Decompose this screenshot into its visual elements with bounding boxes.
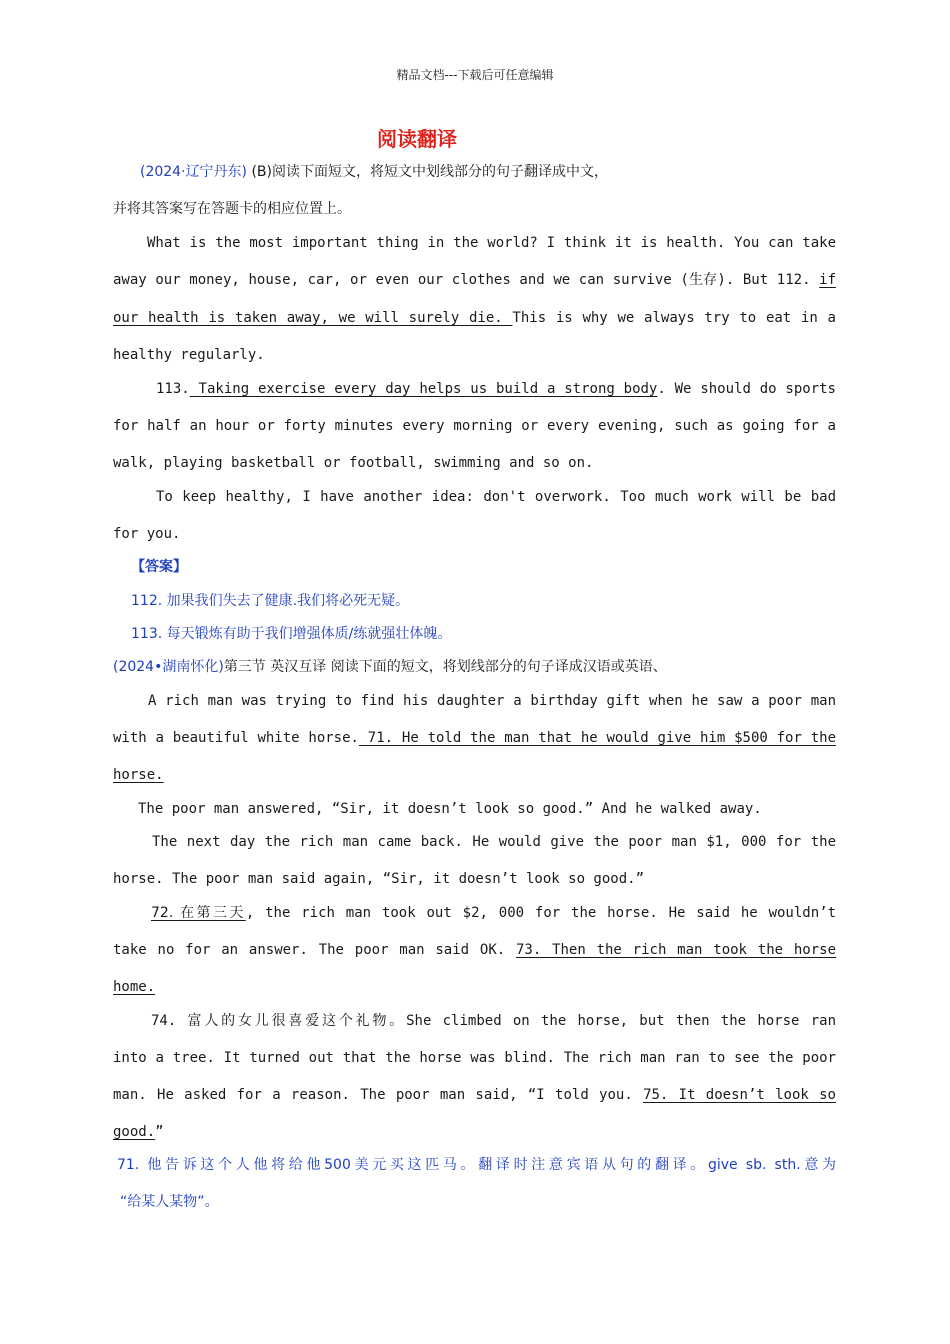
section1-instruction-cont: 并将其答案写在答题卡的相应位置上。 — [113, 201, 351, 217]
s1-underlined-113: Taking exercise every day helps us build a strong body — [189, 381, 658, 397]
s1-p1-line2-text: away our money, house, car, or even our clothes and we can survive (生存). But 112. — [113, 272, 820, 288]
s2-p5-line3 — [113, 1085, 836, 1105]
page-title: 阅读翻译 — [377, 127, 457, 151]
s2-underlined-73-end: home. — [113, 979, 156, 995]
s2-underlined-75: 75. It doesn’t look so — [643, 1087, 836, 1103]
s2-p5-line1: 74. 富人的女儿很喜爱这个礼物。She climbed on the horse, but then the horse ran — [151, 1013, 836, 1029]
s2-underlined-72: 72. 在第三天 — [151, 905, 246, 921]
s2-p5-close-quote: ” — [155, 1124, 164, 1140]
section1-source: (2024·辽宁丹东) — [140, 164, 248, 180]
s2-underlined-71-end: horse. — [113, 767, 164, 783]
s1-p1-line3-text: This is why we always try to eat in a — [512, 310, 836, 326]
s2-p5-line4 — [113, 1122, 164, 1142]
answer-113: 113. 每天锻炼有助于我们增强体质/练就强壮体魄。 — [131, 626, 452, 642]
s2-p1-line1: A rich man was trying to find his daughter a birthday gift when he saw a poor man — [148, 693, 836, 709]
section2-instruction-text: 第三节 英汉互译 阅读下面的短文，将划线部分的句子译成汉语或英语、 — [223, 659, 667, 675]
s1-p2-line1 — [156, 379, 836, 399]
s2-p4-line2-text: take no for an answer. The poor man said OK. — [113, 942, 516, 958]
s2-p3-line1: The next day the rich man came back. He would give the poor man $1, 000 for the — [152, 834, 836, 850]
s2-p4-line2 — [113, 940, 836, 960]
answer-112: 112. 加果我们失去了健康.我们将必死无疑。 — [131, 593, 410, 609]
s2-p2: The poor man answered, “Sir, it doesn’t look so good.” And he walked away. — [138, 801, 762, 817]
section2-instruction — [113, 657, 667, 677]
s1-underlined-112-start: if — [819, 272, 836, 288]
s2-p4-line1 — [151, 903, 836, 923]
note-71-line1: 71. 他告诉这个人他将给他500美元买这匹马。翻译时注意宾语从句的翻译。give sb. sth.意为 — [117, 1157, 836, 1173]
s2-p4-rest: , the rich man took out $2, 000 for the horse. He said he wouldn’t — [245, 905, 837, 921]
s1-p2-rest: . We should do sports — [657, 381, 836, 397]
s1-p2-line3: walk, playing basketball or football, swimming and so on. — [113, 455, 594, 471]
section1-instruction-text: (B)阅读下面短文，将短文中划线部分的句子翻译成中文， — [247, 164, 608, 180]
section2-source: (2024•湖南怀化) — [113, 659, 224, 675]
s1-p2-line2: for half an hour or forty minutes every morning or every evening, such as going for a — [113, 418, 836, 434]
answer-label: 【答案】 — [131, 559, 187, 575]
s1-p2-num: 113. — [156, 381, 190, 397]
s2-underlined-73: 73. Then the rich man took the horse — [515, 942, 836, 958]
s2-p3-line2: horse. The poor man said again, “Sir, it doesn’t look so good.” — [113, 871, 645, 887]
note-71-line2: “给某人某物”。 — [120, 1194, 219, 1210]
s2-p1-line3 — [113, 765, 164, 785]
s2-p1-line2 — [113, 728, 836, 748]
s2-p4-line3 — [113, 977, 155, 997]
section1-instruction — [140, 162, 608, 182]
s1-underlined-112: our health is taken away, we will surely die. — [113, 310, 513, 326]
s2-p1-line2-text: with a beautiful white horse. — [113, 730, 359, 746]
s2-p5-line3-text: man. He asked for a reason. The poor man said, “I told you. — [113, 1087, 644, 1103]
s1-p3-line2: for you. — [113, 526, 181, 542]
s1-p1-line2 — [113, 270, 836, 290]
s1-p1-line4: healthy regularly. — [113, 347, 265, 363]
s2-underlined-75-end: good. — [113, 1124, 156, 1140]
s1-p3-line1: To keep healthy, I have another idea: don't overwork. Too much work will be bad — [156, 489, 836, 505]
s2-p5-line2: into a tree. It turned out that the horse was blind. The rich man ran to see the poor — [113, 1050, 836, 1066]
page-header: 精品文档---下载后可任意编辑 — [396, 68, 554, 82]
s1-p1-line1: What is the most important thing in the world? I think it is health. You can take — [147, 235, 836, 251]
s1-p1-line3 — [113, 308, 836, 328]
s2-underlined-71: 71. He told the man that he would give him $500 for the — [358, 730, 836, 746]
